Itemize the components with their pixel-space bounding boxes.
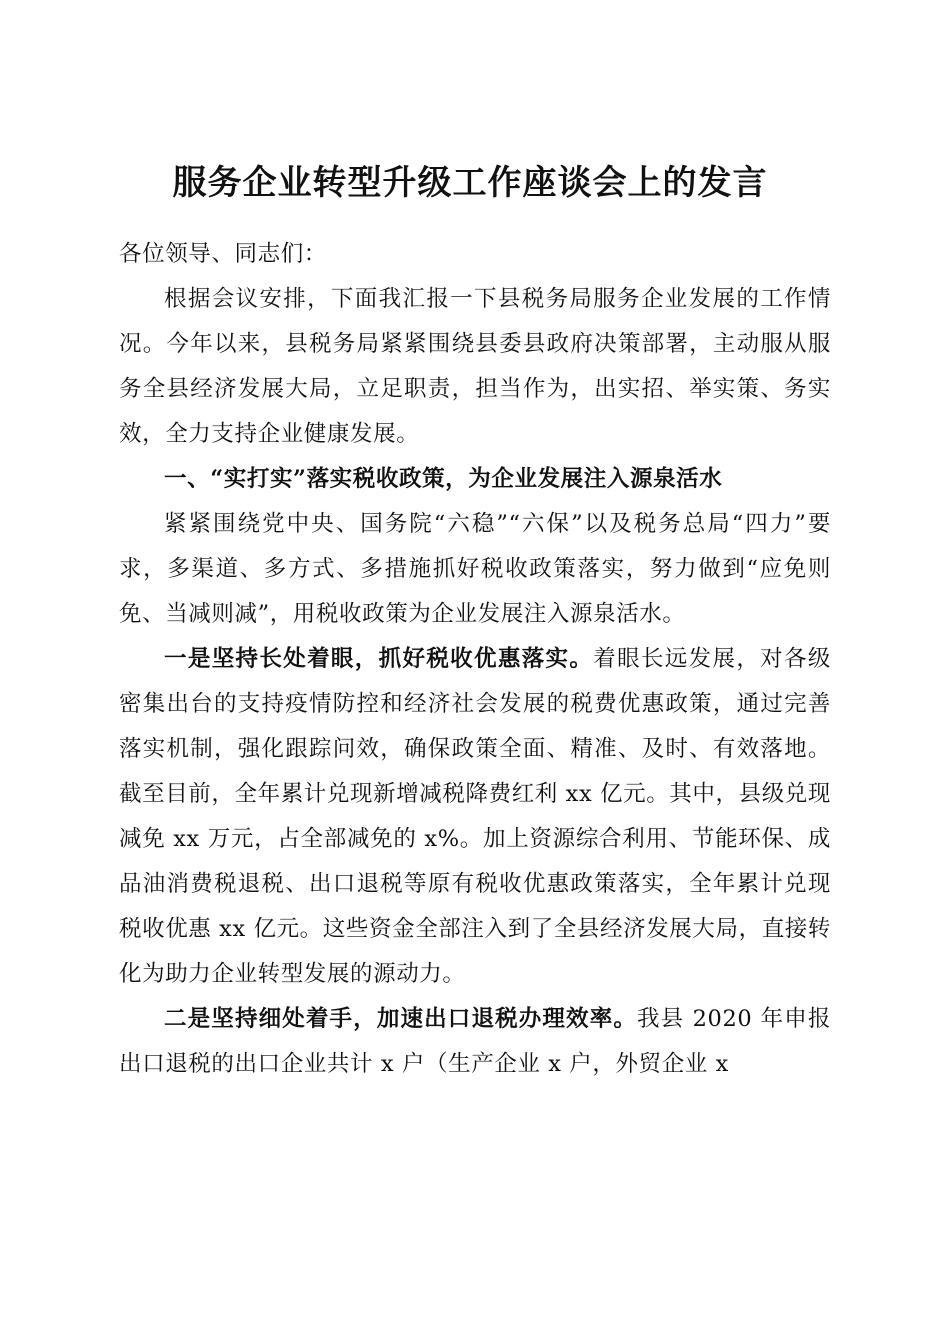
point-text: 我县 2020 年申报出口退税的出口企业共计 x 户（生产企业 x 户，外贸企业 x — [119, 1006, 831, 1077]
point-lead: 二是坚持细处着手，加速出口退税办理效率。 — [164, 1006, 638, 1032]
point-paragraph — [119, 997, 831, 1087]
document-body — [119, 232, 831, 1087]
point-lead: 一是坚持长处着眼，抓好税收优惠落实。 — [164, 646, 594, 672]
salutation: 各位领导、同志们： — [119, 241, 327, 267]
document-title: 服务企业转型升级工作座谈会上的发言 — [172, 162, 768, 203]
section-paragraph: 紧紧围绕党中央、国务院“六稳”“六保”以及税务总局“四力”要求，多渠道、多方式、多措施抓好税收政策落实，努力做到“应免则免、当减则减”，用税收政策为企业发展注入源泉活水。 — [119, 511, 831, 627]
section-heading: 一、“实打实”落实税收政策，为企业发展注入源泉活水 — [164, 466, 723, 492]
intro-paragraph: 根据会议安排，下面我汇报一下县税务局服务企业发展的工作情况。今年以来，县税务局紧紧围绕县委县政府决策部署，主动服从服务全县经济发展大局，立足职责，担当作为，出实招、举实策、务实效，全力支持企业健康发展。 — [119, 286, 831, 447]
point-paragraph — [119, 637, 831, 997]
point-text: 着眼长远发展，对各级密集出台的支持疫情防控和经济社会发展的税费优惠政策，通过完善落实机制，强化跟踪问效，确保政策全面、精准、及时、有效落地。截至目前，全年累计兑现新增减税降费红利 xx 亿元。其中，县级兑现减免 xx 万元，占全部减免的 x%。加上资源综合利用、节能环保、成品油消费税退税、出口退税等原有税收优惠政策落实，全年累计兑现税收优惠 xx 亿元。这些资金全部注入到了全县经济发展大局，直接转化为助力企业转型发展的源动力。 — [119, 646, 831, 987]
